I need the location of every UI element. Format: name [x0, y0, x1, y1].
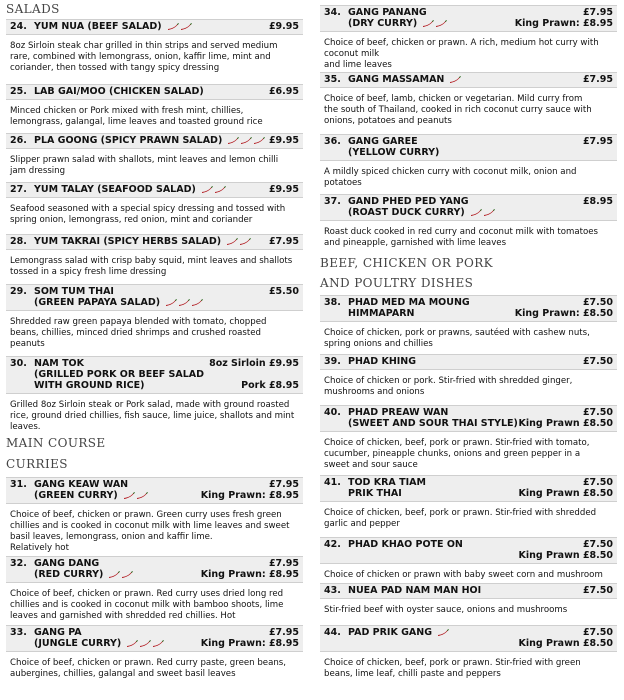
- description-line: the south of Thailand, cooked in rich coconut curry sauce with: [324, 105, 592, 115]
- spice-level-indicator: [123, 490, 149, 501]
- menu-item: [320, 583, 617, 616]
- menu-item-name: GAND PHED PED YANG: [348, 196, 469, 207]
- menu-item-name: PAD PRIK GANG: [348, 627, 450, 638]
- menu-item-title-bar: [320, 625, 617, 652]
- chili-icon: [227, 137, 239, 145]
- menu-item-description: [6, 149, 303, 177]
- description-line: Choice of beef, chicken or prawn. Green curry uses fresh green: [10, 510, 282, 520]
- spice-level-indicator: [167, 21, 193, 32]
- spice-level-indicator: [108, 569, 134, 580]
- description-line: coriander, then tossed with tangy spicy dressing: [10, 63, 220, 73]
- menu-item-name: GANG KEAW WAN: [34, 479, 129, 490]
- menu-item-number: 29.: [10, 286, 27, 297]
- menu-item-name: LAB GAI/MOO (CHICKEN SALAD): [34, 86, 204, 97]
- menu-item-description: [6, 100, 303, 128]
- menu-item-description: [6, 652, 303, 680]
- menu-item-price: £9.95: [268, 21, 299, 32]
- description-line: spring onions and chillies: [324, 339, 433, 349]
- menu-item-title-bar: [6, 182, 303, 198]
- chili-icon: [449, 76, 461, 84]
- menu-item-number: 36.: [324, 136, 341, 147]
- menu-item: [6, 19, 303, 74]
- chili-icon: [121, 571, 133, 579]
- menu-item-title-bar: [320, 194, 617, 221]
- chili-icon: [214, 186, 226, 194]
- menu-item: [6, 234, 303, 278]
- menu-item-name: GANG PANANG: [348, 7, 427, 18]
- chili-icon: [191, 299, 203, 307]
- menu-item-description: [320, 221, 617, 249]
- menu-item-number: 35.: [324, 74, 341, 85]
- chili-icon: [180, 23, 192, 31]
- section-heading-beef-chicken-pork: BEEF, CHICKEN OR PORK: [320, 256, 494, 270]
- menu-item-title-bar: [320, 583, 617, 599]
- menu-item: [6, 625, 303, 680]
- menu-item-price: £9.95: [268, 184, 299, 195]
- menu-item-price: £7.50: [582, 627, 613, 638]
- menu-item-name: PHAD KHING: [348, 356, 417, 367]
- description-line: Choice of chicken, pork or prawns, sautéed with cashew nuts,: [324, 328, 590, 338]
- menu-item-number: 28.: [10, 236, 27, 247]
- spice-level-indicator: [449, 74, 462, 85]
- menu-item-number: 38.: [324, 297, 341, 308]
- description-line: and lime leaves: [324, 60, 392, 70]
- description-line: Stir-fried beef with oyster sauce, onions and mushrooms: [324, 605, 568, 615]
- menu-item-price-alt: King Prawn: £8.95: [200, 490, 299, 501]
- menu-item-name: (SWEET AND SOUR THAI STYLE): [348, 418, 518, 429]
- menu-item-name: (DRY CURRY): [348, 18, 448, 29]
- menu-item-number: 32.: [10, 558, 27, 569]
- description-line: basil leaves, lemongrass, onion and kaffir lime.: [10, 532, 213, 542]
- menu-item-name: (GREEN CURRY): [34, 490, 149, 501]
- description-line: Minced chicken or Pork mixed with fresh mint, chillies,: [10, 106, 244, 116]
- menu-item-name: WITH GROUND RICE): [34, 380, 145, 391]
- chili-icon: [165, 299, 177, 307]
- menu-item-title-bar: [320, 295, 617, 322]
- menu-item-description: [6, 35, 303, 74]
- menu-item-description: [320, 88, 617, 127]
- section-heading-main-course: MAIN COURSE: [6, 436, 106, 450]
- menu-item-price: £7.95: [268, 236, 299, 247]
- description-line: Seafood seasoned with a special spicy dressing and tossed with: [10, 204, 286, 214]
- menu-item: [6, 477, 303, 554]
- menu-item-description: [320, 322, 617, 350]
- section-heading-curries: CURRIES: [6, 457, 68, 471]
- description-line: Lemongrass salad with crisp baby squid, mint leaves and shallots: [10, 256, 293, 266]
- menu-item-name: PLA GOONG (SPICY PRAWN SALAD): [34, 135, 266, 146]
- chili-icon: [152, 640, 164, 648]
- menu-item-title-bar: [6, 19, 303, 35]
- spice-level-indicator: [470, 207, 496, 218]
- menu-item-name: NUEA PAD NAM MAN HOI: [348, 585, 482, 596]
- menu-item: [6, 133, 303, 177]
- description-line: Choice of chicken, beef, pork or prawn. Stir-fried with tomato,: [324, 438, 590, 448]
- menu-item-title-bar: [320, 134, 617, 161]
- description-line: chillies and is cooked in coconut milk with bamboo shoots, lime: [10, 600, 284, 610]
- menu-item-price: £9.95: [268, 135, 299, 146]
- chili-icon: [253, 137, 265, 145]
- chili-icon: [240, 137, 252, 145]
- menu-item-number: 24.: [10, 21, 27, 32]
- menu-item: [6, 356, 303, 433]
- menu-item-number: 43.: [324, 585, 341, 596]
- section-heading-salads: SALADS: [6, 2, 60, 16]
- menu-item-price: £6.95: [268, 86, 299, 97]
- menu-item: [320, 537, 617, 581]
- menu-item-description: [320, 32, 617, 71]
- description-line: and pineapple, garnished with lime leaves: [324, 238, 507, 248]
- menu-item: [320, 295, 617, 350]
- description-line: onions, potatoes and peanuts: [324, 116, 452, 126]
- menu-item-description: [6, 504, 303, 554]
- menu-item-name: GANG DANG: [34, 558, 100, 569]
- menu-item-title-bar: [6, 625, 303, 652]
- menu-item-number: 34.: [324, 7, 341, 18]
- menu-item-number: 44.: [324, 627, 341, 638]
- menu-item-number: 26.: [10, 135, 27, 146]
- description-line: chillies and is cooked in coconut milk with lime leaves and sweet: [10, 521, 290, 531]
- chili-icon: [139, 640, 151, 648]
- menu-item-description: [320, 502, 617, 530]
- menu-item-description: [320, 599, 617, 616]
- description-line: spring onion, lemongrass, red onion, mint and coriander: [10, 215, 253, 225]
- description-line: jam dressing: [10, 166, 66, 176]
- menu-item-number: 31.: [10, 479, 27, 490]
- description-line: Roast duck cooked in red curry and coconut milk with tomatoes: [324, 227, 599, 237]
- menu-item-name: (JUNGLE CURRY): [34, 638, 165, 649]
- menu-item-title-bar: [320, 5, 617, 32]
- description-line: Choice of beef, lamb, chicken or vegetarian. Mild curry from: [324, 94, 583, 104]
- menu-item-price: £7.50: [582, 539, 613, 550]
- menu-item-number: 27.: [10, 184, 27, 195]
- menu-item-name: YUM NUA (BEEF SALAD): [34, 21, 193, 32]
- menu-item-price: £7.50: [582, 477, 613, 488]
- spice-level-indicator: [201, 184, 227, 195]
- menu-item-price: £7.95: [582, 136, 613, 147]
- description-line: coconut milk: [324, 49, 380, 59]
- spice-level-indicator: [227, 135, 266, 146]
- menu-item-price-alt: King Prawn: £8.50: [514, 308, 613, 319]
- menu-item-description: [320, 432, 617, 471]
- menu-item-title-bar: [320, 354, 617, 370]
- chili-icon: [470, 209, 482, 217]
- description-line: leaves and garnished with shredded red chillies. Hot: [10, 611, 236, 621]
- menu-item-price: £7.95: [582, 7, 613, 18]
- menu-item-name: PHAD MED MA MOUNG: [348, 297, 470, 308]
- menu-item-name: GANG PA: [34, 627, 82, 638]
- menu-item: [6, 182, 303, 226]
- chili-icon: [437, 629, 449, 637]
- description-line: beans, chillies, minced dried shrimps and crushed roasted: [10, 328, 261, 338]
- menu-item-description: [6, 198, 303, 226]
- menu-item-description: [320, 652, 617, 680]
- menu-item-price-alt: King Prawn £8.50: [518, 418, 613, 429]
- menu-item-name: HIMMAPARN: [348, 308, 415, 319]
- menu-item-description: [6, 250, 303, 278]
- menu-item-price: £7.95: [268, 479, 299, 490]
- description-line: garlic and pepper: [324, 519, 400, 529]
- menu-item-number: 25.: [10, 86, 27, 97]
- description-line: Shredded raw green papaya blended with tomato, chopped: [10, 317, 267, 327]
- description-line: Grilled 8oz Sirloin steak or Pork salad, made with ground roasted: [10, 400, 290, 410]
- description-line: tossed in a spicy fresh lime dressing: [10, 267, 167, 277]
- description-line: Choice of beef, chicken or prawn. Red curry paste, green beans,: [10, 658, 287, 668]
- menu-item-name: (RED CURRY): [34, 569, 134, 580]
- chili-icon: [123, 492, 135, 500]
- spice-level-indicator: [126, 638, 165, 649]
- menu-item-title-bar: [320, 475, 617, 502]
- menu-item-number: 39.: [324, 356, 341, 367]
- menu-item-price-alt: King Prawn: £8.95: [200, 569, 299, 580]
- menu-item-price-alt: King Prawn £8.50: [518, 638, 613, 649]
- menu-item-name: PRIK THAI: [348, 488, 402, 499]
- description-line: Choice of chicken or prawn with baby sweet corn and mushroom: [324, 570, 603, 580]
- menu-item: [6, 556, 303, 622]
- menu-item-number: 42.: [324, 539, 341, 550]
- menu-item-number: 41.: [324, 477, 341, 488]
- description-line: rice, ground dried chillies, fish sauce, lime juice, shallots and mint: [10, 411, 295, 421]
- description-line: beans, lime leaf, chilli paste and peppers: [324, 669, 501, 679]
- chili-icon: [483, 209, 495, 217]
- menu-item-title-bar: [320, 537, 617, 564]
- description-line: 8oz Sirloin steak char grilled in thin strips and served medium: [10, 41, 278, 51]
- menu-item-number: 33.: [10, 627, 27, 638]
- menu-item-name: NAM TOK: [34, 358, 84, 369]
- description-line: sweet and sour sauce: [324, 460, 418, 470]
- description-line: cucumber, pineapple chunks, onions and green pepper in a: [324, 449, 581, 459]
- menu-item-number: 40.: [324, 407, 341, 418]
- menu-item-price-alt: King Prawn £8.50: [518, 488, 613, 499]
- chili-icon: [108, 571, 120, 579]
- chili-icon: [201, 186, 213, 194]
- menu-item: [320, 194, 617, 249]
- menu-item-price: £7.95: [268, 627, 299, 638]
- menu-item-price-alt: King Prawn: £8.95: [200, 638, 299, 649]
- menu-item-name: (ROAST DUCK CURRY): [348, 207, 496, 218]
- menu-item-title-bar: [6, 556, 303, 583]
- menu-item: [6, 284, 303, 350]
- description-line: mushrooms and onions: [324, 387, 425, 397]
- menu-item-description: [6, 583, 303, 622]
- menu-item: [320, 405, 617, 471]
- menu-item-number: 30.: [10, 358, 27, 369]
- chili-icon: [136, 492, 148, 500]
- description-line: peanuts: [10, 339, 45, 349]
- menu-item-price: £7.50: [582, 297, 613, 308]
- menu-item-price-alt: King Prawn: £8.95: [514, 18, 613, 29]
- menu-item-title-bar: [6, 477, 303, 504]
- menu-item-name: YUM TALAY (SEAFOOD SALAD): [34, 184, 227, 195]
- menu-item-name: (YELLOW CURRY): [348, 147, 440, 158]
- description-line: potatoes: [324, 178, 362, 188]
- menu-item: [320, 134, 617, 189]
- menu-item-name: (GRILLED PORK OR BEEF SALAD: [34, 369, 205, 380]
- menu-item-name: GANG GAREE: [348, 136, 418, 147]
- menu-item-price-alt: King Prawn £8.50: [518, 550, 613, 561]
- spice-level-indicator: [422, 18, 448, 29]
- menu-item-title-bar: [6, 356, 303, 394]
- menu-item-name: TOD KRA TIAM: [348, 477, 426, 488]
- menu-item-title-bar: [6, 84, 303, 100]
- menu-item-price: 8oz Sirloin £9.95: [209, 358, 299, 369]
- menu-item-name: PHAD PREAW WAN: [348, 407, 449, 418]
- chili-icon: [239, 238, 251, 246]
- menu-item-title-bar: [6, 133, 303, 149]
- chili-icon: [167, 23, 179, 31]
- menu-item-price-alt: Pork £8.95: [241, 380, 299, 391]
- description-line: Relatively hot: [10, 543, 69, 553]
- menu-item-title-bar: [320, 72, 617, 88]
- menu-item-name: (GREEN PAPAYA SALAD): [34, 297, 204, 308]
- menu-item-price: £7.50: [582, 585, 613, 596]
- description-line: leaves.: [10, 422, 41, 432]
- description-line: Choice of chicken or pork. Stir-fried with shredded ginger,: [324, 376, 573, 386]
- menu-item-price: £5.50: [268, 286, 299, 297]
- description-line: lemongrass, galangal, lime leaves and toasted ground rice: [10, 117, 263, 127]
- menu-item-name: GANG MASSAMAN: [348, 74, 462, 85]
- menu-item-title-bar: [6, 234, 303, 250]
- description-line: Choice of beef, chicken or prawn. A rich, medium hot curry with: [324, 38, 599, 48]
- menu-item-name: PHAD KHAO POTE ON: [348, 539, 463, 550]
- menu-item-name: SOM TUM THAI: [34, 286, 114, 297]
- description-line: Choice of chicken, beef, pork or prawn. Stir-fried with shredded: [324, 508, 597, 518]
- chili-icon: [226, 238, 238, 246]
- menu-item-name: YUM TAKRAI (SPICY HERBS SALAD): [34, 236, 252, 247]
- menu-item-price: £7.95: [582, 74, 613, 85]
- menu-item-title-bar: [6, 284, 303, 311]
- section-heading-poultry-dishes: AND POULTRY DISHES: [320, 276, 474, 290]
- description-line: Choice of beef, chicken or prawn. Red curry uses dried long red: [10, 589, 284, 599]
- menu-item-description: [320, 161, 617, 189]
- spice-level-indicator: [437, 627, 450, 638]
- menu-item-description: [320, 564, 617, 581]
- menu-item-description: [6, 311, 303, 350]
- description-line: rare, combined with lemongrass, onion, kaffir lime, mint and: [10, 52, 271, 62]
- description-line: Slipper prawn salad with shallots, mint leaves and lemon chilli: [10, 155, 279, 165]
- menu-item-title-bar: [320, 405, 617, 432]
- menu-item: [320, 5, 617, 71]
- menu-item: [6, 84, 303, 128]
- menu-item-description: [320, 370, 617, 398]
- description-line: A mildly spiced chicken curry with coconut milk, onion and: [324, 167, 577, 177]
- chili-icon: [422, 20, 434, 28]
- spice-level-indicator: [165, 297, 204, 308]
- menu-item-price: £7.50: [582, 407, 613, 418]
- menu-item: [320, 475, 617, 530]
- menu-item: [320, 625, 617, 680]
- chili-icon: [435, 20, 447, 28]
- menu-item-description: [6, 394, 303, 433]
- menu-item-price: £7.95: [268, 558, 299, 569]
- menu-item-price: £7.50: [582, 356, 613, 367]
- menu-item-number: 37.: [324, 196, 341, 207]
- menu-item: [320, 72, 617, 127]
- menu-item-price: £8.95: [582, 196, 613, 207]
- chili-icon: [178, 299, 190, 307]
- chili-icon: [126, 640, 138, 648]
- spice-level-indicator: [226, 236, 252, 247]
- description-line: Choice of chicken, beef, pork or prawn. Stir-fried with green: [324, 658, 581, 668]
- menu-item: [320, 354, 617, 398]
- description-line: aubergines, chillies, galangal and sweet basil leaves: [10, 669, 236, 679]
